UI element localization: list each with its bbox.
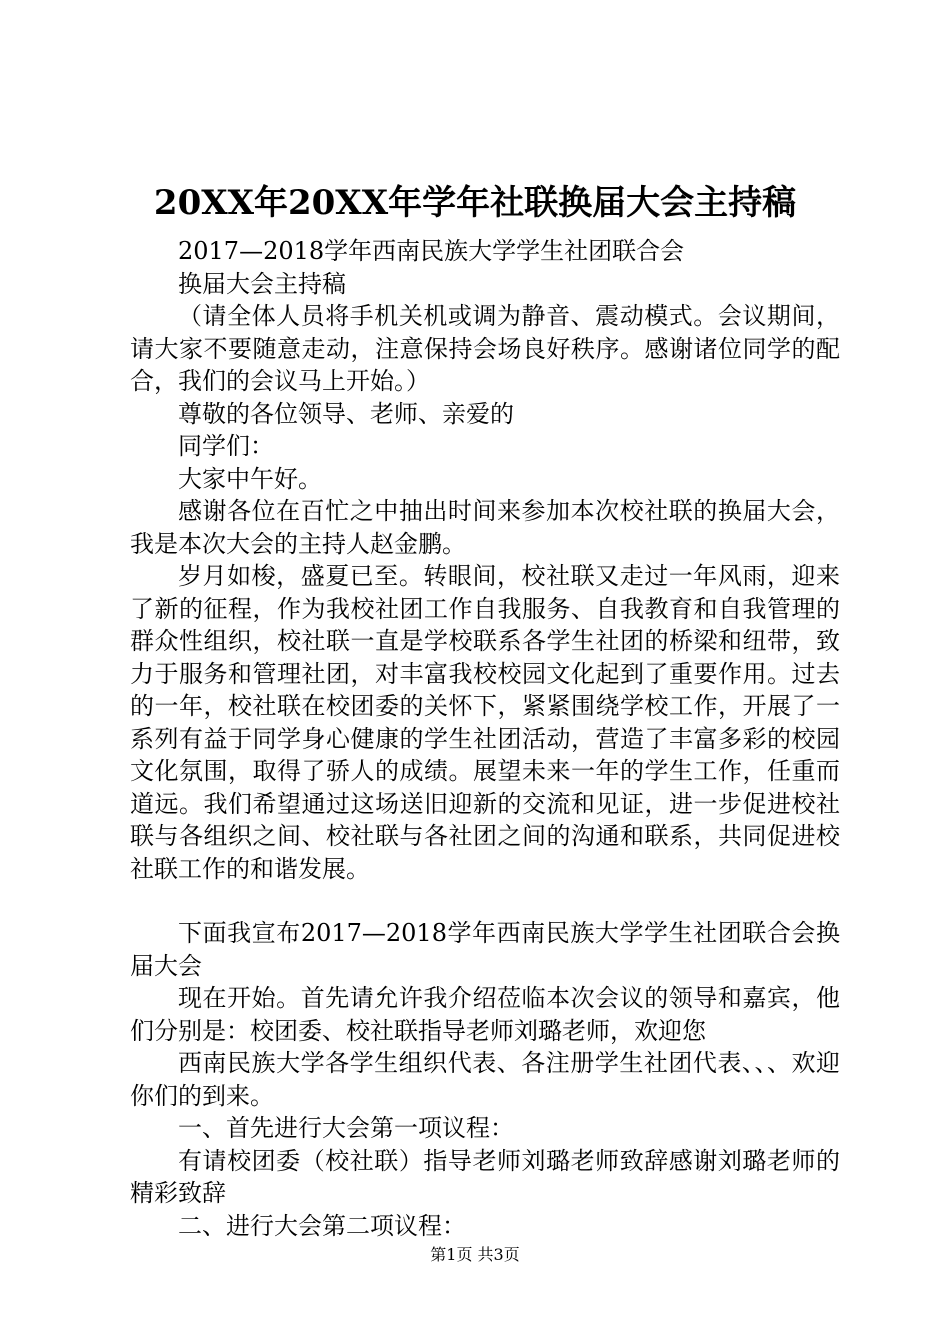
- paragraph-agenda-1: 一、首先进行大会第一项议程：: [178, 1114, 514, 1142]
- paragraph-greeting: 大家中午好。: [178, 464, 322, 493]
- document-body: [130, 235, 840, 1242]
- page-indicator: 第1页 共3页: [430, 1245, 520, 1264]
- document-title: 20XX年20XX年学年社联换届大会主持稿: [153, 183, 797, 223]
- paragraph-welcome-reps: 西南民族大学各学生组织代表、各注册学生社团代表、、、欢迎你们的到来。: [130, 1049, 840, 1110]
- paragraph-thanks: 感谢各位在百忙之中抽出时间来参加本次校社联的换届大会，我是本次大会的主持人赵金鹏。: [130, 497, 840, 558]
- paragraph-script-heading: 换届大会主持稿: [178, 269, 346, 298]
- paragraph-salutation-cont: 同学们：: [178, 432, 274, 460]
- paragraph-meeting-notice: （请全体人员将手机关机或调为静音、震动模式。会议期间，请大家不要随意走动，注意保持会场良好秩序。感谢诸位同学的配合，我们的会议马上开始。）: [130, 302, 840, 395]
- paragraph-agenda-1-detail: 有请校团委（校社联）指导老师刘璐老师致辞感谢刘璐老师的精彩致辞: [130, 1146, 840, 1207]
- paragraph-salutation: 尊敬的各位领导、老师、亲爱的: [178, 399, 514, 428]
- paragraph-guest-intro: 现在开始。首先请允许我介绍莅临本次会议的领导和嘉宾，他们分别是：校团委、校社联指导老师刘璐老师，欢迎您: [130, 984, 840, 1045]
- paragraph-review: 岁月如梭，盛夏已至。转眼间，校社联又走过一年风雨，迎来了新的征程，作为我校社团工作自我服务、自我教育和自我管理的群众性组织，校社联一直是学校联系各学生社团的桥梁和纽带，致力于服务和管理社团，对丰富我校校园文化起到了重要作用。过去的一年，校社联在校团委的关怀下，紧紧围绕学校工作，开展了一系列有益于同学身心健康的学生社团活动，营造了丰富多彩的校园文化氛围，取得了骄人的成绩。展望未来一年的学生工作，任重而道远。我们希望通过这场送旧迎新的交流和见证，进一步促进校社联与各组织之间、校社联与各社团之间的沟通和联系，共同促进校社联工作的和谐发展。: [130, 562, 840, 883]
- paragraph-agenda-2: 二、进行大会第二项议程：: [178, 1211, 466, 1240]
- paragraph-session-heading: 2017—2018学年西南民族大学学生社团联合会: [178, 237, 685, 265]
- paragraph-announcement: 下面我宣布2017—2018学年西南民族大学学生社团联合会换届大会: [130, 919, 840, 980]
